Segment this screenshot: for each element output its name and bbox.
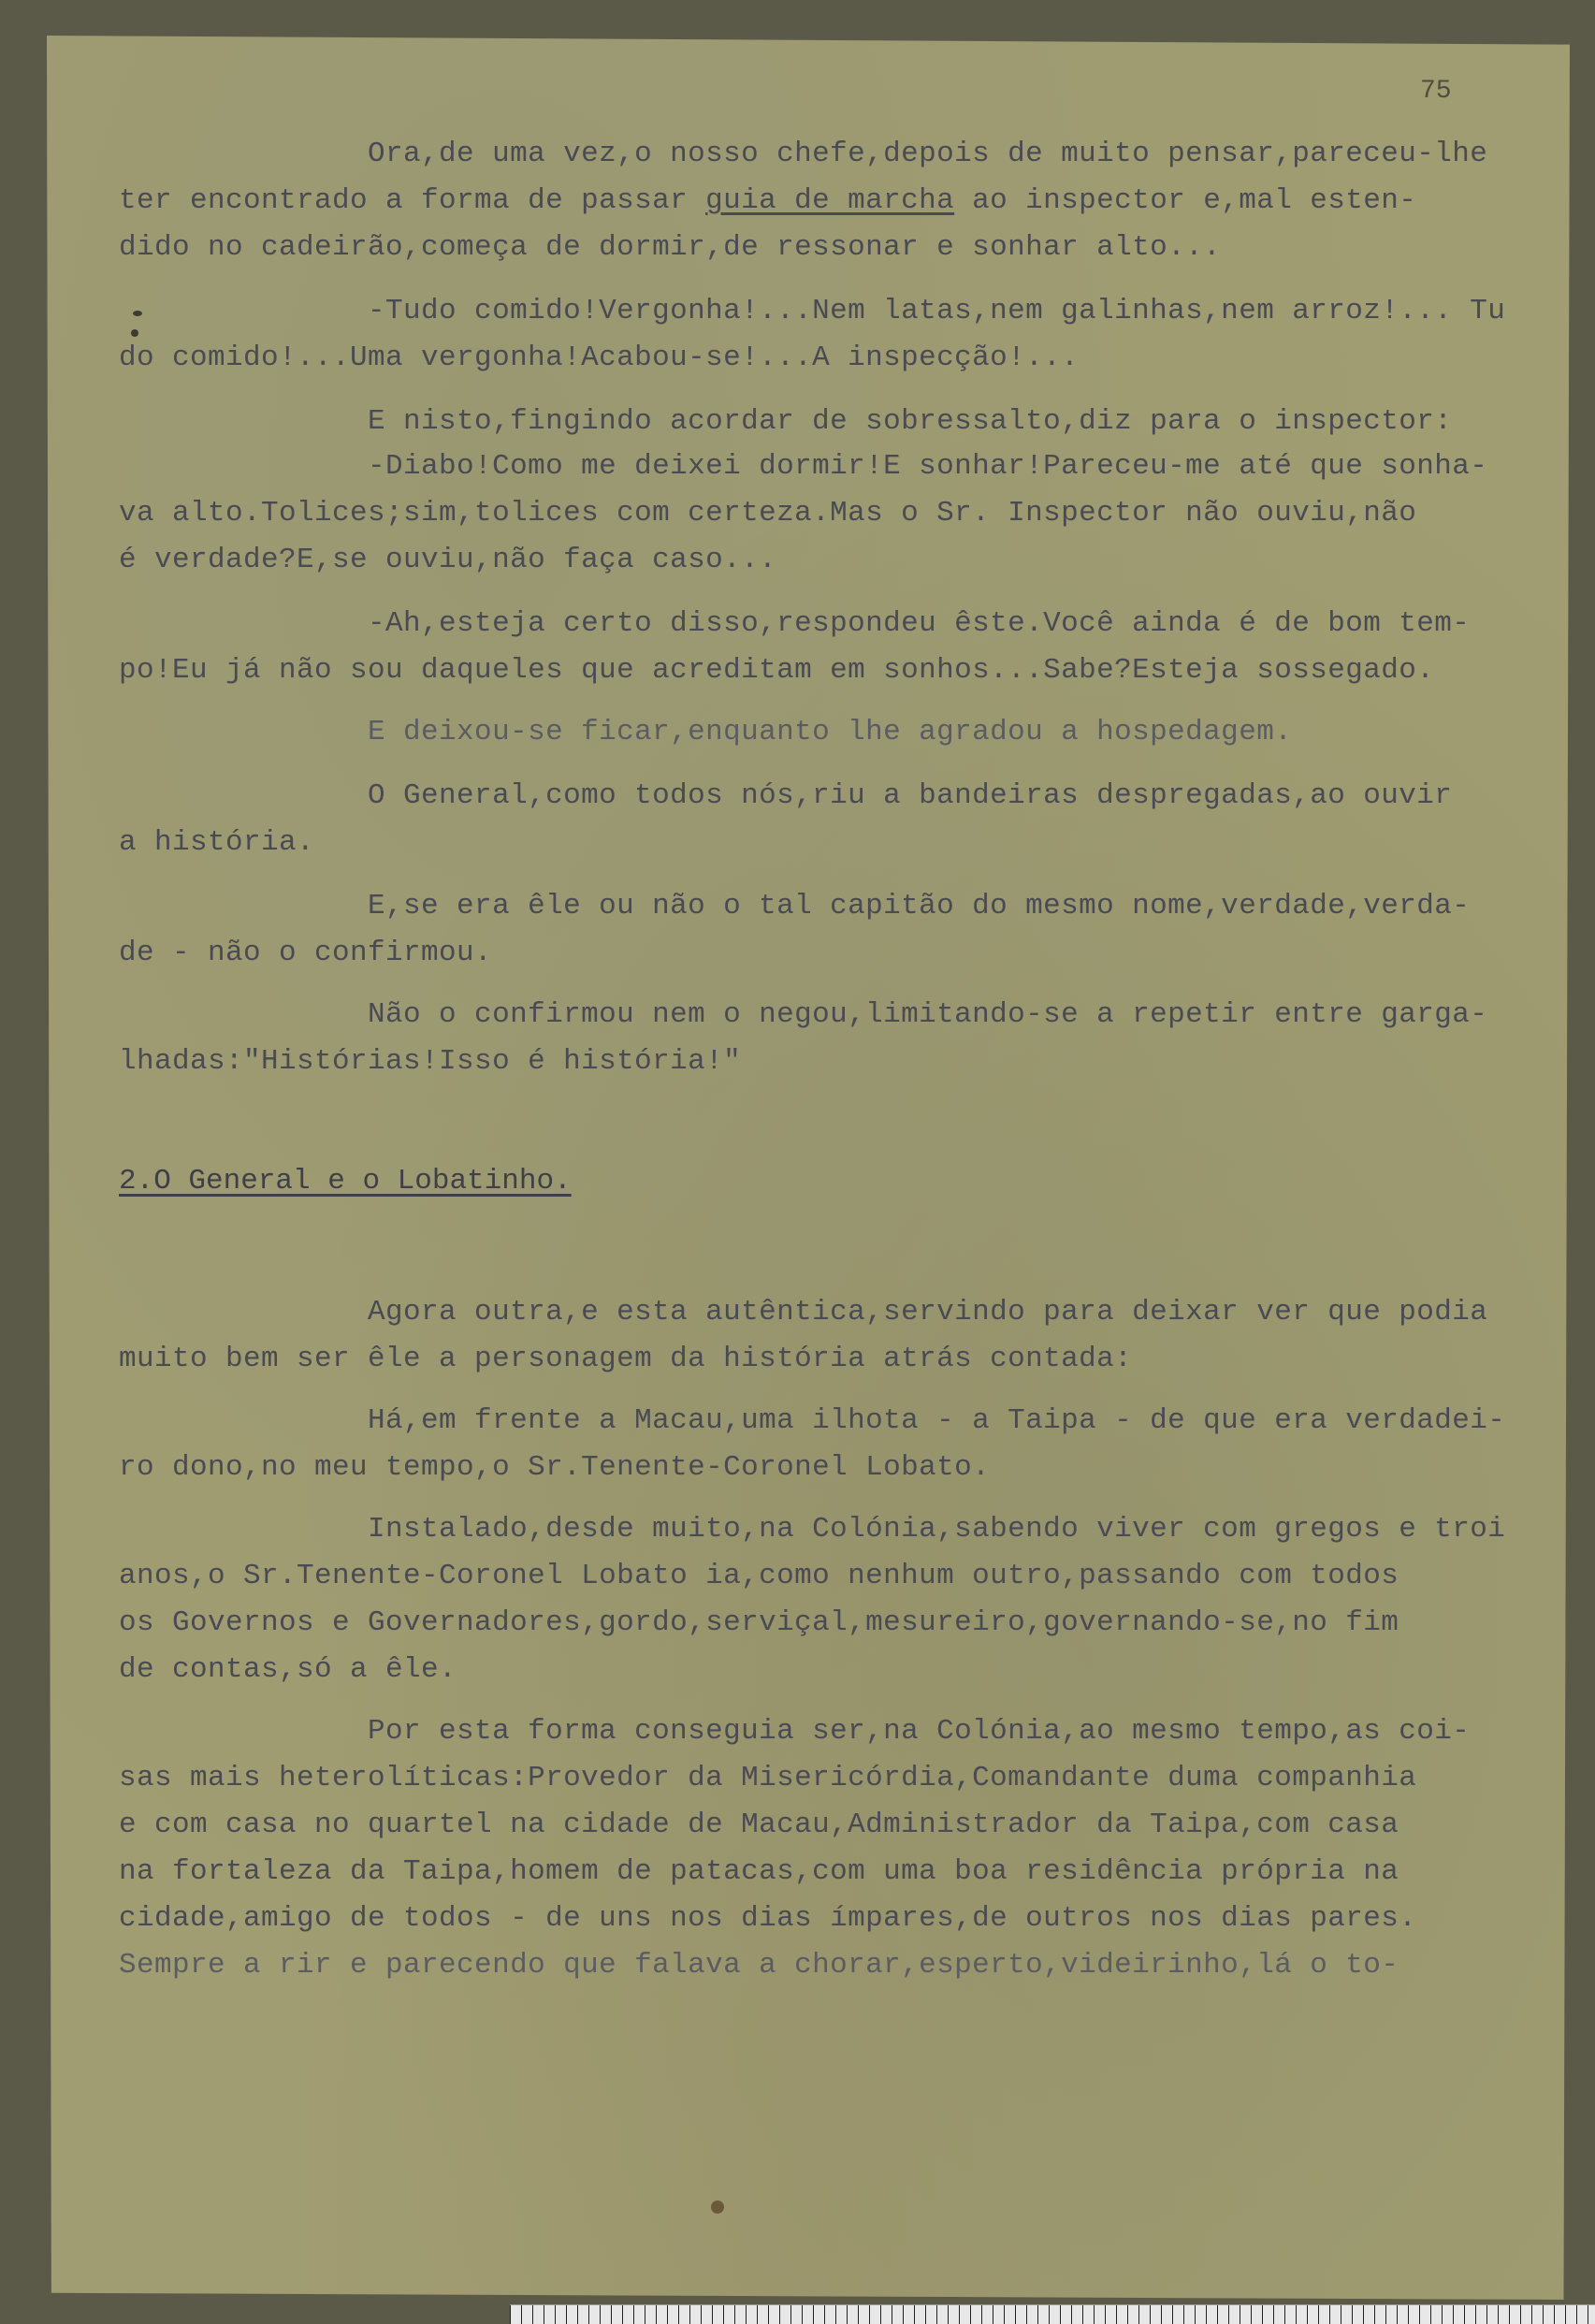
scale-ruler <box>510 2304 1595 2324</box>
text-line: anos,o Sr.Tenente-Coronel Lobato ia,como nenhum outro,passando com todos <box>119 1560 1399 1592</box>
line-segment: ter encontrado a forma de passar <box>119 184 706 217</box>
text-line: Instalado,desde muito,na Colónia,sabendo viver com gregos e troi <box>119 1513 1506 1546</box>
text-line: é verdade?E,se ouviu,não faça caso... <box>119 544 777 576</box>
text-line: va alto.Tolices;sim,tolices com certeza.Mas o Sr. Inspector não ouviu,não <box>119 497 1417 530</box>
text-line: Há,em frente a Macau,uma ilhota - a Taipa - de que era verdadei- <box>119 1404 1506 1437</box>
text-line: Ora,de uma vez,o nosso chefe,depois de muito pensar,pareceu-lhe <box>119 138 1488 170</box>
text-line: -Diabo!Como me deixei dormir!E sonhar!Pareceu-me até que sonha- <box>119 450 1488 483</box>
page-number: 75 <box>1420 77 1452 106</box>
text-line: a história. <box>119 826 315 859</box>
text-line: Não o confirmou nem o negou,limitando-se a repetir entre garga- <box>119 998 1488 1031</box>
text-line: Agora outra,e esta autêntica,servindo para deixar ver que podia <box>119 1296 1488 1329</box>
text-line: po!Eu já não sou daqueles que acreditam em sonhos...Sabe?Esteja sossegado. <box>119 654 1435 687</box>
text-line: Sempre a rir e parecendo que falava a chorar,esperto,videirinho,lá o to- <box>119 1949 1399 1982</box>
text-line: dido no cadeirão,começa de dormir,de ressonar e sonhar alto... <box>119 231 1222 264</box>
text-line: lhadas:"Histórias!Isso é história!" <box>119 1045 742 1078</box>
line-segment: ao inspector e,mal esten- <box>954 184 1417 217</box>
text-line: E,se era êle ou não o tal capitão do mesmo nome,verdade,verda- <box>119 890 1471 922</box>
text-line: muito bem ser êle a personagem da história atrás contada: <box>119 1343 1133 1375</box>
text-line: cidade,amigo de todos - de uns nos dias ímpares,de outros nos dias pares. <box>119 1902 1417 1935</box>
paper-blemish <box>711 2201 724 2214</box>
section-heading: 2.O General e o Lobatinho. <box>119 1165 572 1198</box>
text-line: E deixou-se ficar,enquanto lhe agradou a hospedagem. <box>119 716 1293 748</box>
text-line: de contas,só a êle. <box>119 1653 457 1686</box>
text-line: -Tudo comido!Vergonha!...Nem latas,nem galinhas,nem arroz!... Tu <box>119 295 1506 327</box>
text-line: -Ah,esteja certo disso,respondeu êste.Você ainda é de bom tem- <box>119 607 1471 640</box>
text-line: do comido!...Uma vergonha!Acabou-se!...A inspecção!... <box>119 341 1080 374</box>
text-line: de - não o confirmou. <box>119 937 493 969</box>
text-line <box>119 178 1522 225</box>
text-line: ro dono,no meu tempo,o Sr.Tenente-Coronel Lobato. <box>119 1451 991 1484</box>
text-line: Por esta forma conseguia ser,na Colónia,ao mesmo tempo,as coi- <box>119 1715 1471 1748</box>
text-line: sas mais heterolíticas:Provedor da Misericórdia,Comandante duma companhia <box>119 1762 1417 1794</box>
text-line: O General,como todos nós,riu a bandeiras despregadas,ao ouvir <box>119 779 1453 812</box>
text-line: na fortaleza da Taipa,homem de patacas,com uma boa residência própria na <box>119 1855 1399 1888</box>
text-line: e com casa no quartel na cidade de Macau,Administrador da Taipa,com casa <box>119 1808 1399 1841</box>
underlined-phrase: guia de marcha <box>705 184 955 217</box>
text-line: os Governos e Governadores,gordo,serviçal,mesureiro,governando-se,no fim <box>119 1606 1399 1639</box>
text-line: E nisto,fingindo acordar de sobressalto,diz para o inspector: <box>119 405 1453 438</box>
